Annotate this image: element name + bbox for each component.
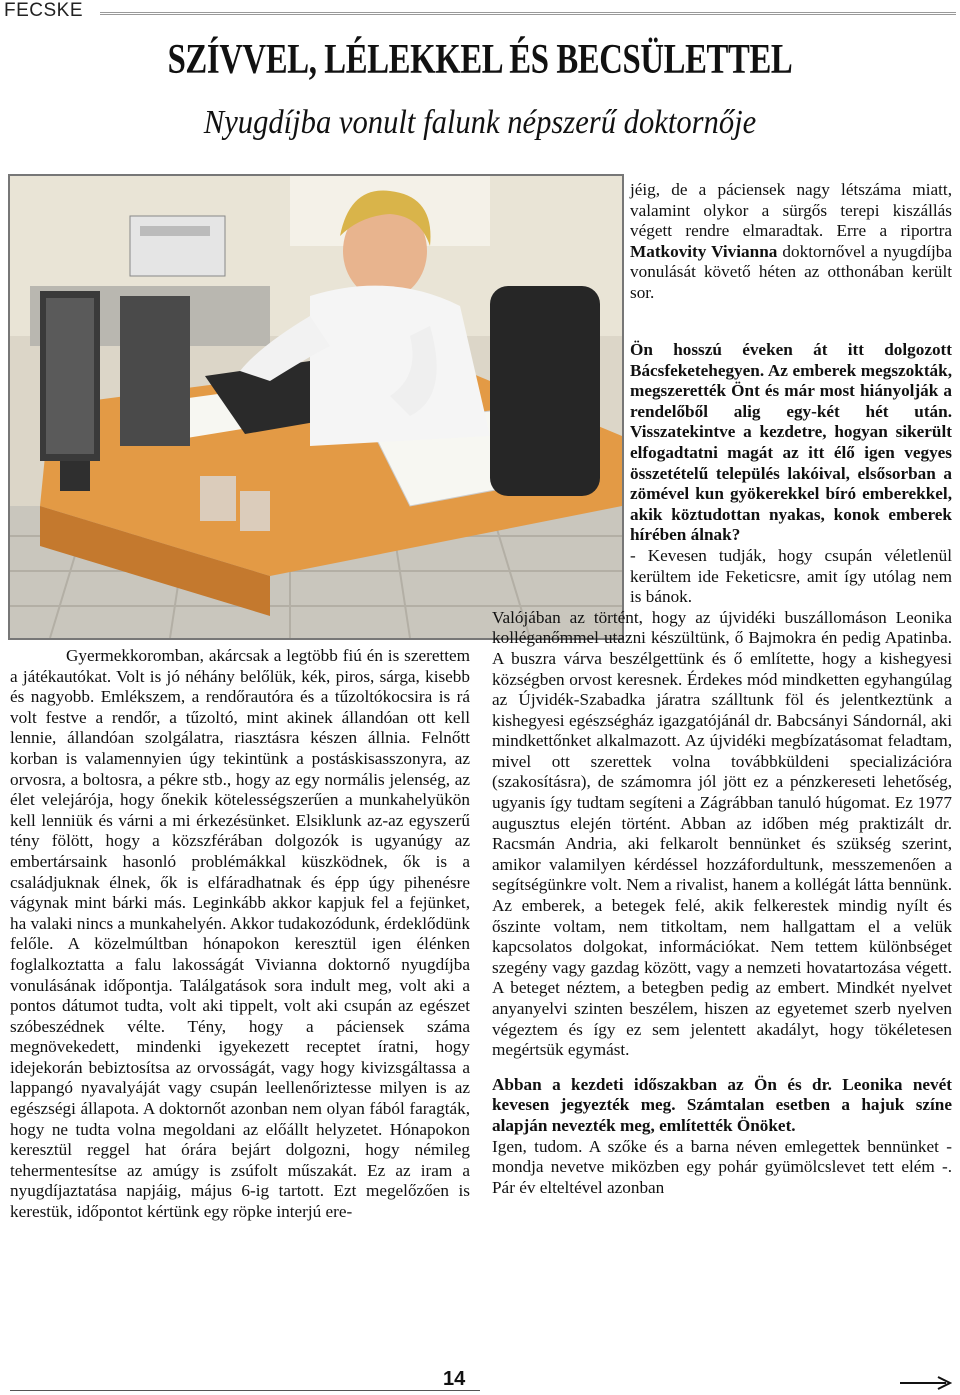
doctor-name: Matkovity Vivianna [630, 241, 778, 261]
header-rule [100, 12, 956, 15]
footer-rule [10, 1390, 480, 1391]
question-1: Ön hosszú éveken át itt dolgozott Bácsfeketehegyen. Az emberek megszokták, megszerették Önt és már most hiányolják a rendelőből alig egy-két hét után. Visszatekintve a kezdetre, hogyan sikerült elfogadtatni magát az itt élő igen vegyes összetételű település lakóival, elsősorban a zömével kun gyökerekkel bíró emberekkel, akik köztudottan nyakas, konok emberek hírében álnak? [630, 340, 952, 545]
column-right [492, 340, 952, 1198]
article-title: SZÍVVEL, LÉLEKKEL ÉS BECSÜLETTEL [167, 37, 793, 83]
page-number: 14 [443, 1368, 466, 1390]
answer-1-intro: - Kevesen tudják, hogy csupán véletlenül kerültem ide Feketicsre, amit így utólag nem is bánok. [630, 545, 952, 607]
answer-1: Valójában az történt, hogy az újvidéki buszállomáson Leonika kolléganőmmel utazni készültünk, ő Bajmokra én pedig Apatinba. A buszra várva beszélgettünk és ő említette, hogy a kishegyesi községben orvost keresnek. Érdekes mód mindketten egyhangúlag az Újvidék-Szabadka járatra szálltunk föl és jelentkeztünk a kishegyesi egészségház igazgatójánál dr. Babcsányi Sándornál, aki mindkettőnket alkalmazott. Az újvidéki megbízatásomat feladtam, mivel ott szerettek volna továbbküldeni specializációra (szakosításra), de számomra jól jött ez a pénzkereseti lehetőség, ugyanis így tudtam segíteni a Zágrábban tanuló húgomat. Ez 1977 augusztus elején történt. Abban az időben még praktizált dr. Racsmán Andria, aki felkarolt bennünket és szükség szerint, amikor valamilyen kérdéssel hozzáfordultunk, messzemenően a segítségünkre volt. Nem a rivalist, hanem a kollégát látta bennünk. Az emberek, a betegek felé, akik felkerestek mindig nyílt és őszinte voltam, nem titkoltam, nem hallgattam el a velük kapcsolatos dolgokat, információkat. Nem tettem különbséget szegény vagy gazdag között, vagy a nemzeti hovatartozása végett. A beteget néztem, a betegben pedig az embert. Mindkét nyelvet anyanyelvi szinten beszélem, hiszen az egyetemet szerb nyelven végeztem és így ez sem jelentett akadályt, hogy tökéletesen megértsük egymást. [492, 607, 952, 1060]
arrow-right-icon [900, 1376, 952, 1390]
continuation-text: jéig, de a páciensek nagy létszáma miatt, valamint olykor a sürgős terepi kiszállás végett rendre elmaradtak. Erre a riportra [630, 180, 952, 241]
continuation-end: doktornővel a nyugdíjba vonulását követő héten az otthonában került sor. [630, 241, 952, 302]
answer-2: Igen, tudom. A szőke és a barna néven emlegettek bennünket - mondja nevetve miközben egy pohár gyümölcslevet tett elém -. Pár év elteltével azonban [492, 1136, 952, 1197]
paragraph-intro: Gyermekkoromban, akárcsak a legtöbb fiú én is szerettem a játékautókat. Volt is jó néhány belőlük, kék, piros, sárga, kisebb és nagyobb. Emlékszem, a rendőrautóra és a tűzoltókocsira is rá volt festve a rendőr, a tűzoltó, mint akinek állandóan ott kell lennie, állandóan szolgálatra, riasztásra készen állnia. Felnőtt korban is valamennyien úgy tekintünk a postáskisasszonyra, az orvosra, a boltosra, a pékre stb., hogy az egy normális jelenség, az élet velejárója, hogy őnekik kötelességszerűen a munkahelyükön kell lenniük és várni a mi érkezésünket. Elsiklunk az-az egyszerű tény fölött, hogy a közszférában dolgozók is ugyanúgy az embertársaink hasonló problémákkal küszködnek, ők is a családjuknak élnek, ők is elfáradhatnak és épp úgy pihenésre vágynak mint bárki más. Leginkább akkor kapjuk fel a fejünket, ha valaki nincs a munkahelyén. Akkor tudakozódunk, érdeklődünk felőle. A közelmúltban hónapokon keresztül igen élénken foglalkoztatta a falu lakosságát Vivianna doktornő nyugdíjba vonulásának időpontja. Találgatások sora indult meg, volt aki a pontos dátumot tudta, volt aki tippelt, volt aki csupán az egészet szóbeszédnek vélte. Tény, hogy a páciensek száma megnövekedett, mindenki igyekezett receptet íratni, hogy idejekorán bebiztosítsa az orvosságát, vagy hogy kivizsgáltassa a lappangó nyavalyáját vagy csupán leellenőriztesse milyen is az egészségi állapota. A doktornőt azonban nem olyan fából faragták, hogy ne tudta volna megoldani az előállt helyzetet. Hónapokon keresztül reggel hat órára bejárt dolgozni, hogy némileg tehermentesítse az amúgy is zsúfolt műszakát. Ez az iram a nyugdíjaztatása napjáig, május 6-ig tartott. Ezt megelőzően is kerestük, időpontot kértünk egy röpke interjú ere- [10, 646, 470, 1222]
question-2: Abban a kezdeti időszakban az Ön és dr. Leonika nevét kevesen jegyezték meg. Számtalan esetben a hajuk színe alapján nevezték meg, említették Önöket. [492, 1074, 952, 1135]
paragraph-continuation [630, 180, 952, 304]
column-left [10, 646, 470, 1223]
column-right-top [630, 180, 952, 304]
section-label: FECSKE [4, 0, 84, 21]
article-subtitle: Nyugdíjba vonult falunk népszerű doktornője [203, 104, 757, 141]
